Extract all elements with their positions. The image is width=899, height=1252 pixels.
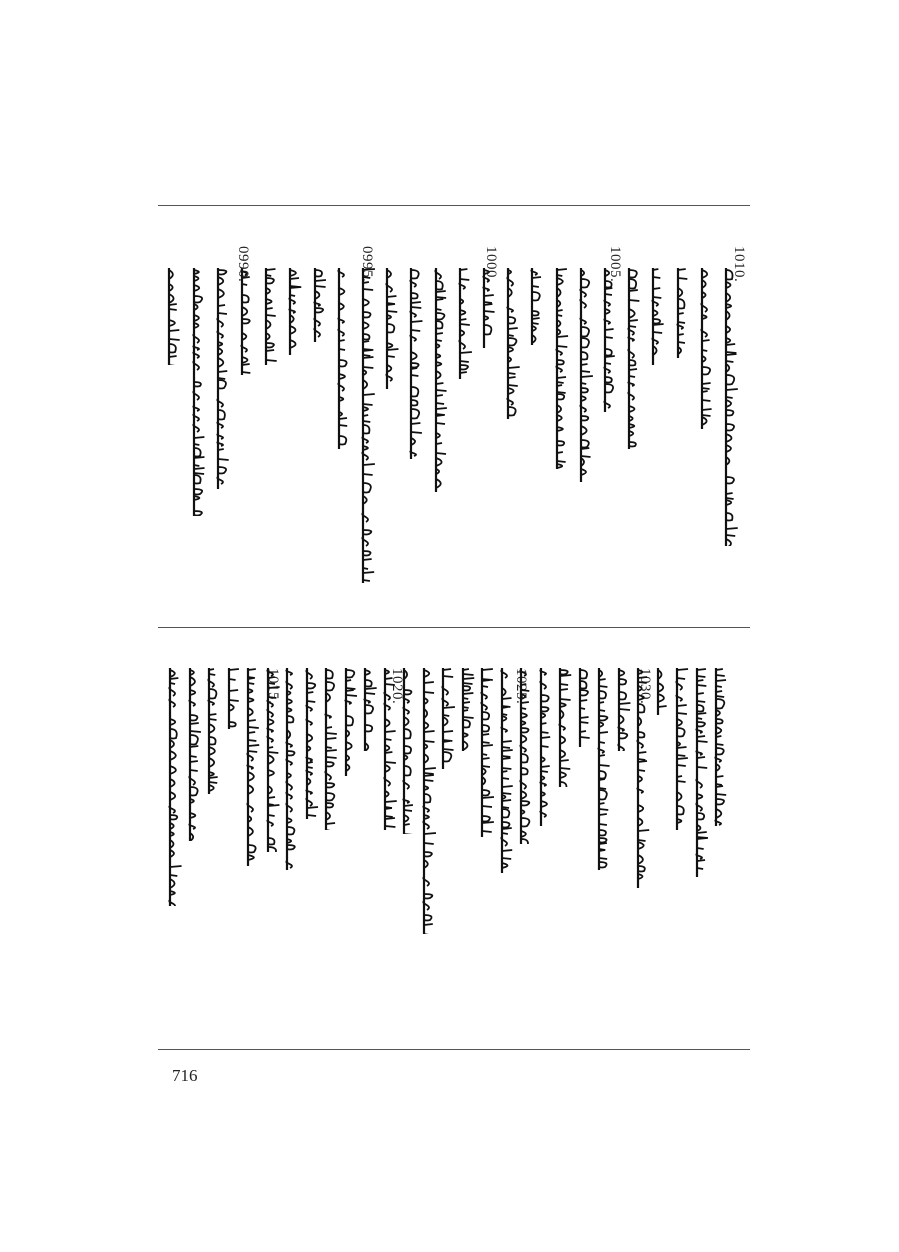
script-line (201, 668, 223, 794)
script-line (494, 668, 516, 873)
script-line (611, 668, 633, 751)
script-line (689, 668, 711, 877)
script-line (299, 668, 321, 819)
script-line (162, 668, 184, 906)
script-line (318, 668, 340, 830)
script-line (513, 668, 535, 844)
script-line (428, 268, 450, 492)
script-line (182, 668, 204, 841)
script-line (645, 268, 667, 365)
script-line (307, 268, 329, 342)
script-line (186, 268, 208, 516)
script-line (396, 668, 418, 834)
script-line (533, 668, 555, 826)
verse-number: 1020. (389, 668, 405, 705)
script-line (355, 268, 377, 583)
script-line (435, 668, 457, 769)
script-line (572, 668, 594, 747)
script-line (357, 668, 379, 751)
bottom-rule (158, 1049, 750, 1050)
script-line (669, 668, 691, 830)
verse-number: 1010. (731, 246, 747, 283)
script-line (694, 268, 716, 429)
script-line (331, 268, 353, 449)
verse-number: 1030. (637, 668, 653, 705)
script-line (377, 668, 399, 830)
verse-number: 1025. (513, 668, 529, 705)
script-line (670, 268, 692, 358)
script-line (455, 668, 477, 751)
script-line (260, 668, 282, 852)
script-line (630, 668, 652, 888)
top-rule (158, 205, 750, 206)
script-line (708, 668, 730, 826)
verse-number: 0995. (359, 246, 375, 283)
script-line (573, 268, 595, 482)
script-line (210, 268, 232, 489)
script-line (279, 668, 301, 870)
script-line (621, 268, 643, 449)
verse-number: 1000. (483, 246, 499, 283)
middle-rule (158, 627, 750, 628)
script-line (161, 268, 183, 365)
script-line (452, 268, 474, 379)
script-line (403, 268, 425, 459)
verse-number: 1015. (265, 668, 281, 705)
script-line (221, 668, 243, 729)
verse-number: 1005. (607, 246, 623, 283)
script-line (379, 268, 401, 389)
script-line (240, 668, 262, 866)
script-line (282, 268, 304, 355)
page-number: 716 (172, 1066, 198, 1085)
script-line (718, 268, 740, 546)
script-line (500, 268, 522, 419)
script-line (552, 668, 574, 787)
script-line (591, 668, 613, 870)
script-line (524, 268, 546, 345)
script-line (258, 268, 280, 365)
script-line (476, 268, 498, 348)
script-line (597, 268, 619, 412)
script-line (549, 268, 571, 469)
script-line (338, 668, 360, 776)
script-line (650, 668, 672, 715)
script-line (474, 668, 496, 837)
script-line (234, 268, 256, 375)
script-line (416, 668, 438, 934)
verse-number: 0990. (235, 246, 251, 283)
